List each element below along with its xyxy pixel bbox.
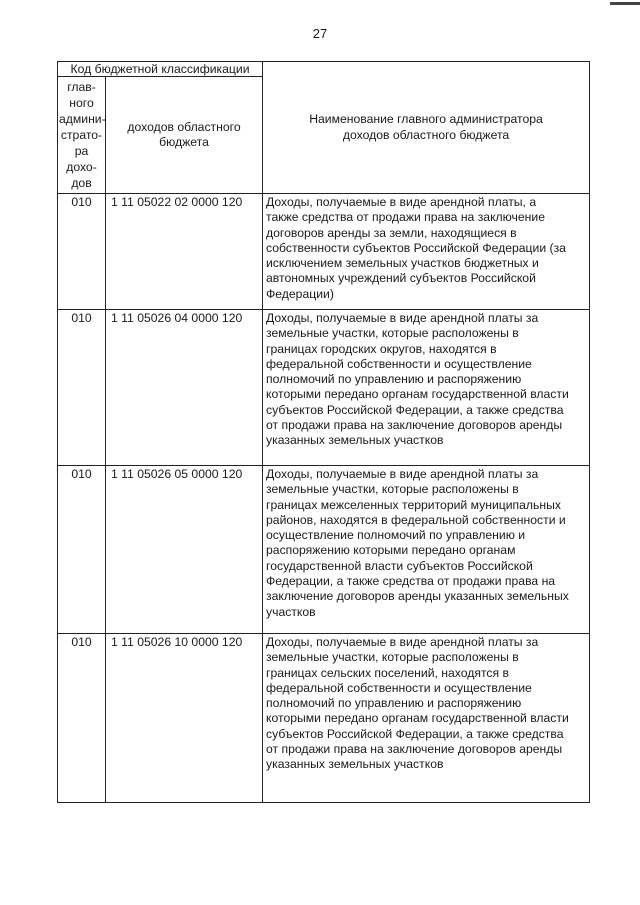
- row-income-code: 1 11 05026 10 0000 120: [106, 634, 263, 803]
- header-admin-name: [263, 62, 590, 194]
- table-row: [58, 310, 590, 466]
- row-income-name-text: Доходы, получаемые в виде арендной платы за земельные участки, которые расположены в границах межселенных территорий муниципальных районов, находятся в федеральной собственности и осуществление полномочий по управлению и распоряжению которыми передано органам государственной власти субъектов Российской Федерации, а также средства от продажи права на заключение договоров аренды указанных земельных участков: [266, 467, 569, 619]
- row-admin-code: 010: [58, 194, 106, 310]
- table-row: [58, 194, 590, 310]
- row-admin-code: 010: [58, 310, 106, 466]
- budget-classification-table: [57, 61, 590, 803]
- header-chief-admin-label: глав- ного админи- страто- ра дохо- дов: [59, 80, 106, 190]
- row-admin-code: 010: [58, 634, 106, 803]
- row-income-name: [263, 634, 590, 803]
- row-income-code: 1 11 05026 05 0000 120: [106, 466, 263, 634]
- row-income-name: [263, 466, 590, 634]
- scan-edge-mark: [610, 2, 640, 5]
- row-income-name: [263, 310, 590, 466]
- header-admin-name-label: Наименование главного администратора доходов областного бюджета: [309, 112, 543, 142]
- header-regional-income-label: доходов областного бюджета: [127, 119, 241, 149]
- row-income-code: 1 11 05026 04 0000 120: [106, 310, 263, 466]
- row-income-name-text: Доходы, получаемые в виде арендной платы за земельные участки, которые расположены в границах городских округов, находятся в федеральной собственности и осуществление полномочий по управлению и распоряжению которыми передано органам государственной власти субъектов Российской Федерации, а также средства от продажи права на заключение договоров аренды указанных земельных участков: [266, 311, 569, 448]
- row-admin-code: 010: [58, 466, 106, 634]
- header-regional-income: [106, 77, 263, 194]
- header-budget-code-group: Код бюджетной классификации: [58, 62, 263, 77]
- row-income-name-text: Доходы, получаемые в виде арендной платы за земельные участки, которые расположены в границах сельских поселений, находятся в федеральной собственности и осуществление полномочий по управлению и распоряжению которыми передано органам государственной власти субъектов Российской Федерации, а также средства от продажи права на заключение договоров аренды указанных земельных участков: [266, 635, 569, 772]
- row-income-name-text: Доходы, получаемые в виде арендной платы, а также средства от продажи права на заключение договоров аренды за земли, находящиеся в собственности субъектов Российской Федерации (за исключением земельных участков бюджетных и автономных учреждений субъектов Российской Федерации): [266, 195, 566, 301]
- header-chief-admin: [58, 77, 106, 194]
- table-row: [58, 634, 590, 803]
- table-header-row-group: [58, 62, 590, 77]
- row-income-code: 1 11 05022 02 0000 120: [106, 194, 263, 310]
- row-income-name: [263, 194, 590, 310]
- page-number: 27: [312, 26, 328, 41]
- table-row: [58, 466, 590, 634]
